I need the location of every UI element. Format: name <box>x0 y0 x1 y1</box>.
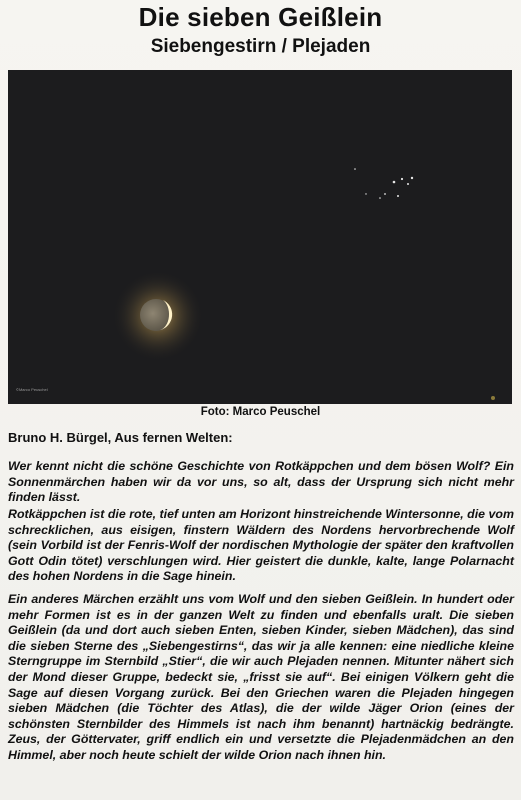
author-line: Bruno H. Bürgel, Aus fernen Welten: <box>8 430 233 445</box>
page-subtitle: Siebengestirn / Plejaden <box>150 36 371 57</box>
page-title: Die sieben Geißlein <box>138 2 383 32</box>
photo-caption: Foto: Marco Peuschel <box>200 406 321 418</box>
paragraph-3: Ein anderes Märchen erzählt uns vom Wolf und den sieben Geißlein. In hundert oder mehr Formen ist es in der ganzen Welt zu finden und ebenfalls uralt. Die sieben Geißlein (da und dort auch sieben Enten, sieben Kinder, sieben Mädchen), das sind die sieben Sterne des „Siebengestirns“, das wir ja alle kennen: eine niedliche kleine Sterngruppe im Sternbild „Stier“, die wir auch Plejaden nennen. Mitunter nähert sich der Mond dieser Gruppe, bedeckt sie, „frisst sie auf“. Bei einigen Völkern geht die Sage auf diesen Vorgang zurück. Bei den Griechen waren die Plejaden hingegen sieben Mädchen (die Töchter des Atlas), die der wilde Jäger Orion (eines der schönsten Sternbilder des Himmels ist nach ihm benannt) hartnäckig bedrängte. Zeus, der Göttervater, griff endlich ein und versetzte die Plejadenmädchen an den Himmel, aber noch heute schielt der wilde Orion nach ihnen hin. <box>8 592 514 762</box>
moon-and-pleiades-image <box>8 70 512 404</box>
paragraph-1: Wer kennt nicht die schöne Geschichte von Rotkäppchen und dem bösen Wolf? Ein Sonnenmärchen haben wir da vor uns, so alt, dass der Ursprung sich nicht mehr finden lässt. <box>8 459 514 505</box>
night-sky-photo <box>8 70 512 404</box>
speck <box>491 396 495 400</box>
photo-watermark: ©Marco Peuschel <box>16 387 48 392</box>
paragraph-2: Rotkäppchen ist die rote, tief unten am Horizont hinstreichende Wintersonne, die vom schrecklichen, aus eisigen, finstern Wäldern des Nordens hervorbrechende Wolf (sein Vorbild ist der Fenris-Wolf der nordischen Mythologie der später den kraftvollen Gott Odin tötet) verschlungen wird. Hier geistert die dunkle, kalte, lange Polarnacht des hohen Nordens in die Sage hinein. <box>8 507 514 584</box>
